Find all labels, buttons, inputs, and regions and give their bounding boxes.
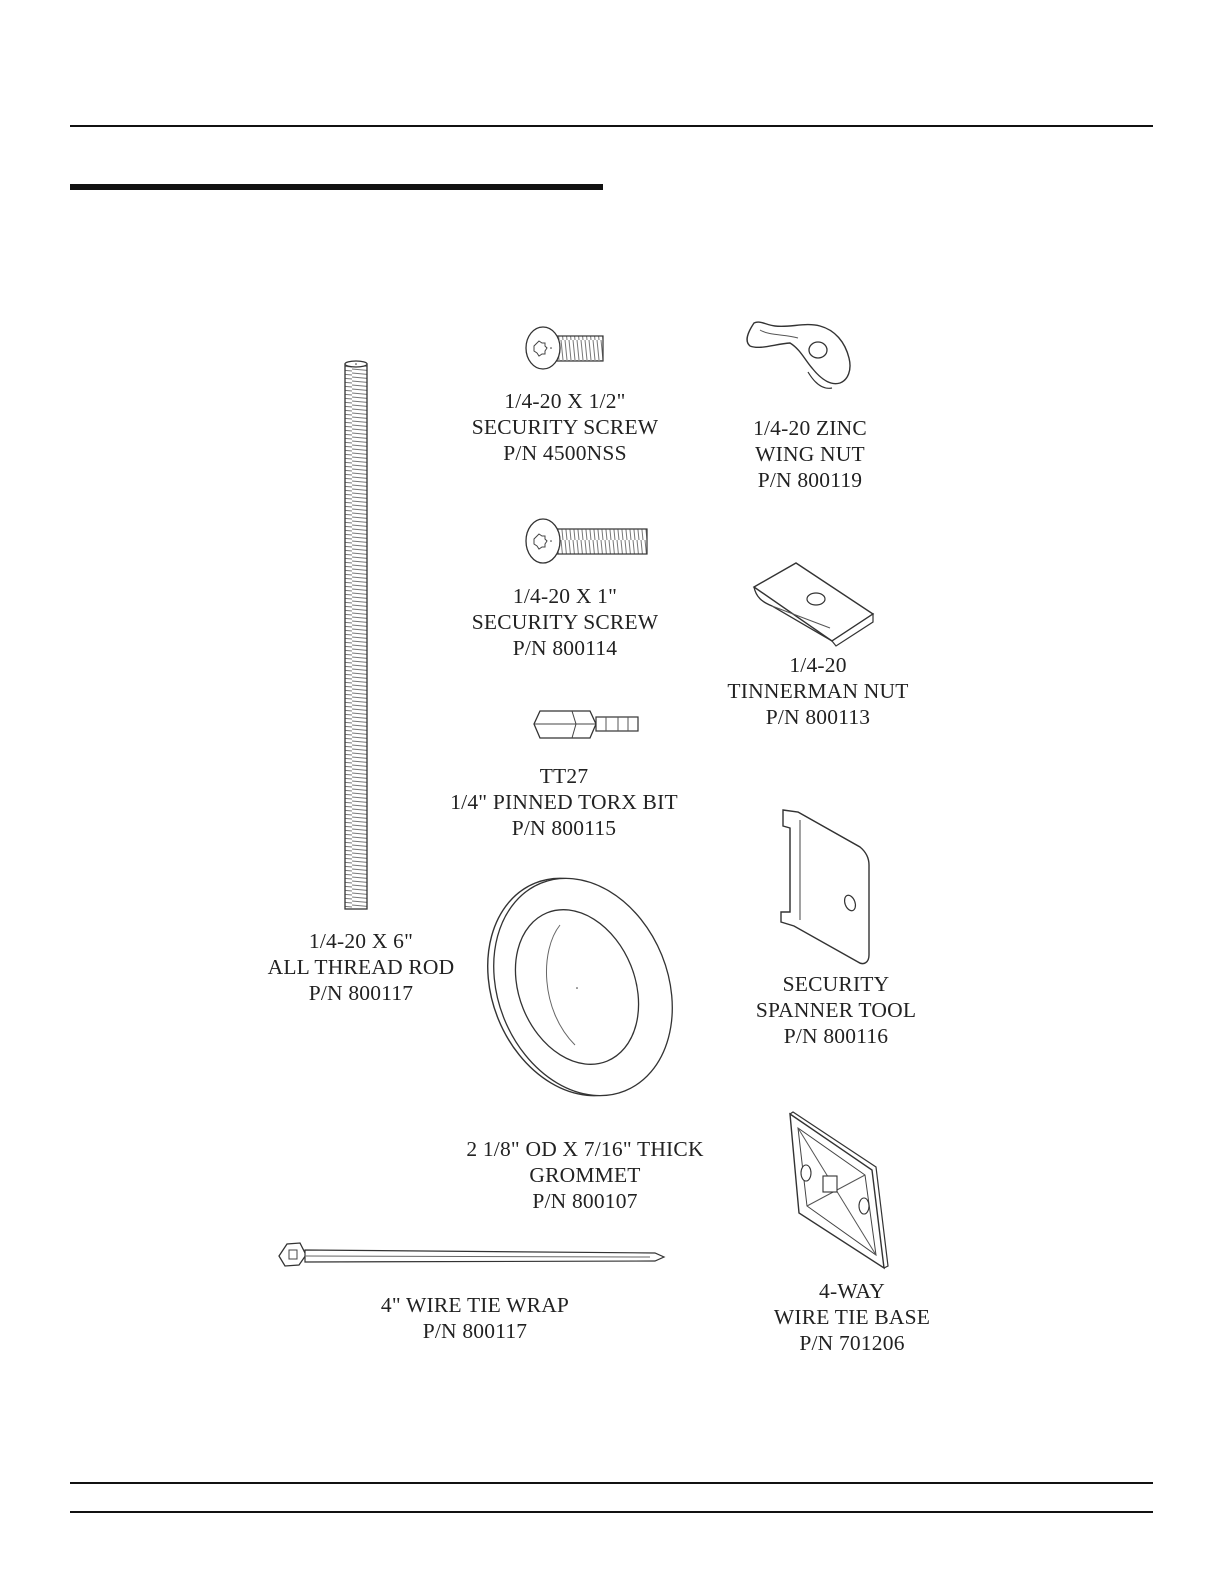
part-size: 1/4-20 X 6"	[308, 929, 414, 953]
part-size: TT27	[539, 764, 589, 788]
part-size: 1/4-20 ZINC	[753, 416, 867, 440]
part-name: WING NUT	[755, 442, 865, 466]
part-number: P/N 800113	[765, 705, 871, 729]
part-name: GROMMET	[529, 1163, 641, 1187]
part-number: P/N 800117	[308, 981, 414, 1005]
part-name: WIRE TIE BASE	[773, 1305, 931, 1329]
part-name: 4" WIRE TIE WRAP	[380, 1293, 570, 1317]
part-label-spanner-tool	[756, 971, 916, 1049]
security-screw-one-icon	[526, 519, 647, 563]
spanner-tool-icon	[781, 810, 869, 964]
part-size: 1/4-20 X 1/2"	[504, 389, 626, 413]
part-name: TINNERMAN NUT	[727, 679, 909, 703]
part-number: P/N 800117	[422, 1319, 528, 1343]
part-label-security-screw-half	[472, 388, 659, 466]
part-name: ALL THREAD ROD	[267, 955, 455, 979]
part-label-tinnerman-nut	[727, 652, 908, 730]
security-screw-half-icon	[526, 327, 603, 369]
part-size: 4-WAY	[819, 1279, 885, 1303]
part-label-wire-tie	[381, 1292, 569, 1344]
torx-bit-icon	[534, 711, 638, 738]
part-number: P/N 701206	[799, 1331, 905, 1355]
part-name: SECURITY SCREW	[471, 415, 659, 439]
wing-nut-icon	[747, 322, 850, 388]
part-label-wing-nut	[753, 415, 867, 493]
thread-rod-icon	[345, 361, 367, 909]
part-label-thread-rod	[268, 928, 455, 1006]
part-label-security-screw-one	[472, 583, 659, 661]
part-number: P/N 800119	[757, 468, 863, 492]
part-size: 1/4-20	[789, 653, 847, 677]
part-name: 1/4" PINNED TORX BIT	[450, 790, 678, 814]
tinnerman-nut-icon	[754, 563, 873, 646]
grommet-icon	[456, 851, 704, 1122]
part-label-torx-bit	[450, 763, 678, 841]
part-size: SECURITY	[782, 972, 890, 996]
part-label-wire-tie-base	[774, 1278, 930, 1356]
wire-tie-base-icon	[790, 1112, 888, 1268]
part-size: 2 1/8" OD X 7/16" THICK	[466, 1137, 704, 1161]
part-number: P/N 800116	[783, 1024, 889, 1048]
part-number: P/N 800115	[511, 816, 617, 840]
wire-tie-icon	[279, 1243, 664, 1266]
part-number: P/N 800114	[512, 636, 618, 660]
part-label-grommet	[466, 1136, 703, 1214]
part-name: SECURITY SCREW	[471, 610, 659, 634]
part-number: P/N 4500NSS	[503, 441, 627, 465]
part-size: 1/4-20 X 1"	[512, 584, 618, 608]
part-number: P/N 800107	[532, 1189, 638, 1213]
part-name: SPANNER TOOL	[755, 998, 917, 1022]
